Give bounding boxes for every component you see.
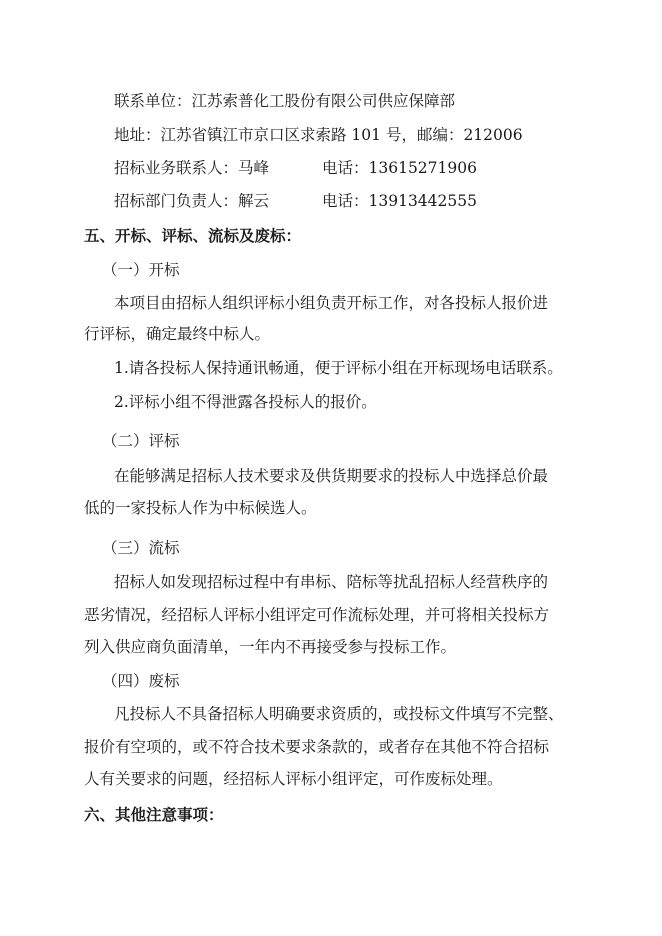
dept-head: 招标部门负责人：解云 [114,192,270,210]
dept-phone: 电话：13913442555 [322,192,477,210]
failed-title: （三）流标 [102,539,180,557]
invalid-para-line3: 人有关要求的问题，经招标人评标小组评定，可作废标处理。 [84,770,503,788]
opening-para-line2: 行评标，确定最终中标人。 [84,325,271,343]
section6-heading: 六、其他注意事项： [84,805,224,824]
business-phone: 电话：13615271906 [322,159,477,177]
opening-item2: 2.评标小组不得泄露各投标人的报价。 [114,393,377,411]
invalid-para-line2: 报价有空项的，或不符合技术要求条款的，或者存在其他不符合招标 [84,738,550,756]
evaluation-para-line2: 低的一家投标人作为中标候选人。 [84,499,317,517]
business-contact-row [114,157,534,179]
evaluation-para-line1: 在能够满足招标人技术要求及供货期要求的投标人中选择总价最 [114,467,549,485]
failed-para-line2: 恶劣情况，经招标人评标小组评定可作流标处理，并可将相关投标方 [84,606,550,624]
section5-heading: 五、开标、评标、流标及废标： [84,226,302,245]
contact-unit: 联系单位：江苏索普化工股份有限公司供应保障部 [114,92,456,110]
business-contact: 招标业务联系人：马峰 [114,159,270,177]
invalid-para-line1: 凡投标人不具备招标人明确要求资质的，或投标文件填写不完整、 [114,705,564,723]
failed-para-line1: 招标人如发现招标过程中有串标、陪标等扰乱招标人经营秩序的 [114,573,549,591]
opening-para-line1: 本项目由招标人组织评标小组负责开标工作，对各投标人报价进 [114,294,549,312]
opening-item1: 1.请各投标人保持通讯畅通，便于评标小组在开标现场电话联系。 [114,359,563,377]
failed-para-line3: 列入供应商负面清单，一年内不再接受参与投标工作。 [84,638,457,656]
dept-head-row [114,190,534,212]
evaluation-title: （二）评标 [102,432,180,450]
opening-title: （一）开标 [102,261,180,279]
contact-address: 地址：江苏省镇江市京口区求索路 101 号，邮编：212006 [114,126,523,144]
invalid-title: （四）废标 [102,672,180,690]
